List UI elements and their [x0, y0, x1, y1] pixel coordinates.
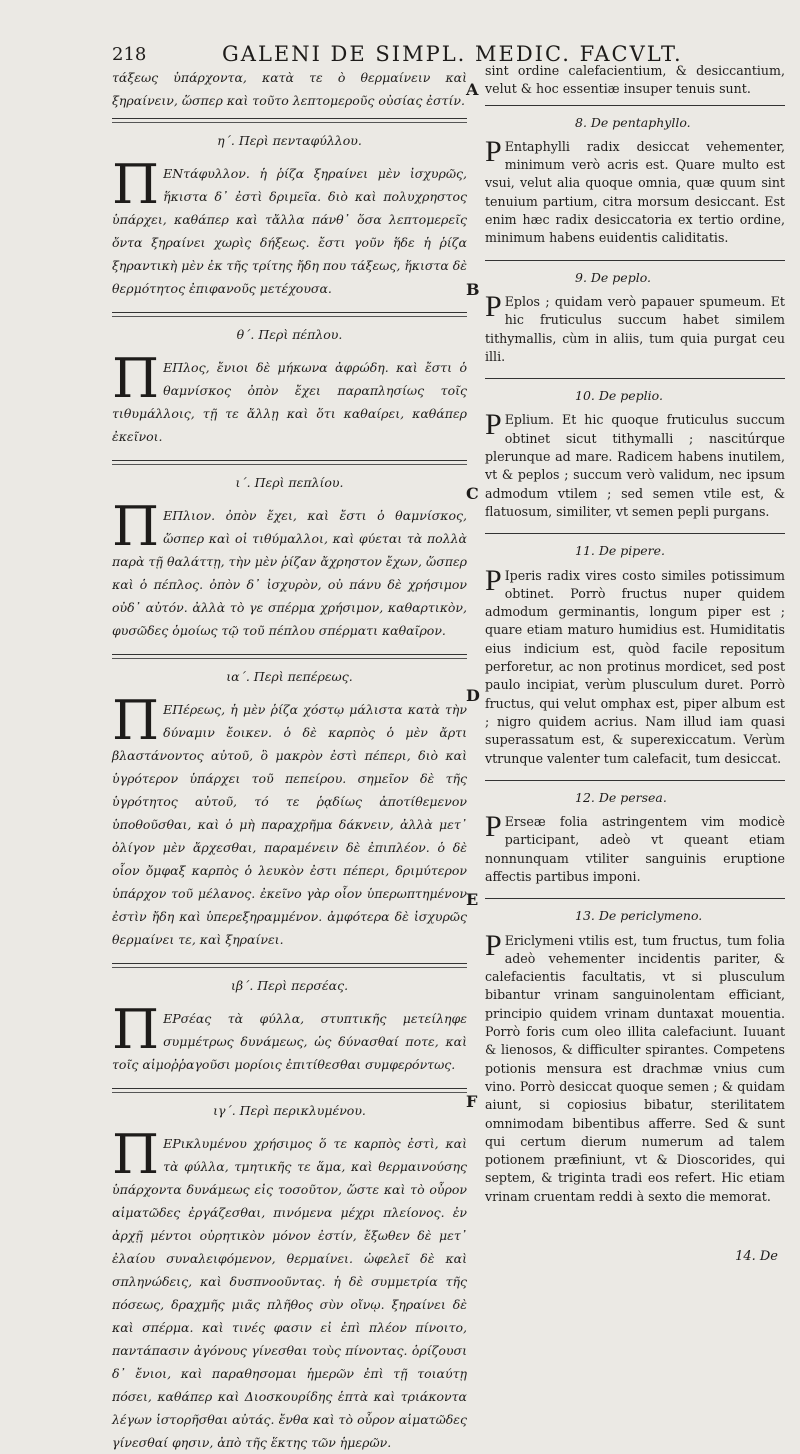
section-heading: θ΄. Περὶ πέπλου.	[236, 327, 343, 342]
section-rule	[112, 460, 467, 465]
drop-cap: Π	[112, 347, 160, 410]
section-rule	[112, 654, 467, 659]
section-heading: ια΄. Περὶ πεπέρεως.	[226, 669, 353, 684]
latin-column	[485, 62, 785, 1242]
section-text: Entaphylli radix desiccat vehementer, minimum verò acris est. Quare multo est vsui, velut alia quoque omnia, quæ quum sint tenuium partium, citra morsum desiccant. Est enim hæc radix desiccatoria ex tertio ordine, minimum habens euidentis caliditatis.	[485, 138, 785, 246]
margin-letters	[466, 60, 486, 1250]
section-text: Eplos ; quidam verò papauer spumeum. Et hic fruticulus succum habet similem tithymallis, cùm in aliis, tum quia purgat ceu illi.	[485, 293, 785, 364]
margin-letter-d: D	[466, 686, 480, 705]
section-rule	[485, 533, 785, 534]
section-text: ΕΡικλυμένου χρήσιμος ὅ τε καρπὸς ἐστὶ, καὶ τὰ φύλλα, τμητικῆς τε ἅμα, καὶ θερμαινούσης ὑπάρχοντα δυνάμεως εἰς τοσοῦτον, ὥστε καὶ τὸ οὖρον αἱματῶδες ἐργάζεσθαι, πινόμενα μέχρι πλείονος. ἐν ἀρχῇ μέντοι οὐρητικὸν μόνον ἐστίν, ἔξωθεν δὲ μετ᾽ ἐλαίου συναλειφόμενον, θερμαίνει. ὠφελεῖ δὲ καὶ σπληνώδεις, καὶ δυσπνοοῦντας. ἡ δὲ συμμετρία τῆς πόσεως, δραχμῆς μιᾶς πλῆθος σὺν οἴνῳ. ξηραίνει δὲ καὶ σπέρμα. καὶ τινές φασιν εἰ ἐπὶ πλέον πίνοιτο, παντάπασιν ἀγόνους γίνεσθαι τοὺς πίνοντας. ὁρίζουσι δ᾽ ἔνιοι, καὶ παραθησομαι ἡμερῶν ἐπὶ τῇ τοιαύτῃ πόσει, καθάπερ καὶ Διοσκουρίδης ἑπτὰ καὶ τριάκοντα λέγων ἱστορῆσθαι αὐτάς. ἔνθα καὶ τὸ οὖρον αἱματῶδες γίνεσθαί φησιν, ἀπὸ τῆς ἕκτης τῶν ἡμερῶν.	[112, 1136, 467, 1450]
greek-section-peplion	[112, 471, 467, 642]
latin-section-persea	[485, 789, 785, 886]
section-rule	[112, 963, 467, 968]
section-rule	[485, 378, 785, 379]
section-rule	[112, 1088, 467, 1093]
drop-cap: P	[485, 134, 502, 168]
drop-cap: Π	[112, 998, 160, 1061]
latin-continuation: sint ordine calefacientium, & desiccantium, velut & hoc essentiæ insuper tenuis sunt.	[485, 63, 785, 97]
section-text: ΕΠλιον. ὀπὸν ἔχει, καὶ ἔστι ὁ θαμνίσκος, ὥσπερ καὶ οἱ τιθύμαλλοι, καὶ φύεται τὰ πολλὰ παρὰ τῇ θαλάττῃ, τὴν μὲν ῥίζαν ἄχρηστον ἔχων, ὥσπερ καὶ ὁ πέπλος. ὀπὸν δ᾽ ἰσχυρὸν, οὐ πάνυ δὲ χρήσιμον οὐδ᾽ αὐτόν. ἀλλὰ τὸ γε σπέρμα χρήσιμον, καθαρτικὸν, φυσῶδες ὁμοίως τῷ τοῦ πέπλου σπέρματι καθαῖρον.	[112, 508, 467, 638]
greek-section-periclymenon	[112, 1099, 467, 1454]
section-heading: 12. De persea.	[575, 789, 667, 805]
section-text: Eplium. Et hic quoque fruticulus succum obtinet sicut tithymalli ; nascitúrque plerunque ad mare. Radicem habens inutilem, vt & peplos ; succum verò validum, nec ipsum admodum vtilem ; sed semen vtile est, & flatuosum, similiter, vt semen pepli purgans.	[485, 412, 785, 519]
section-rule	[112, 312, 467, 317]
page-number: 218	[112, 44, 147, 65]
margin-letter-c: C	[466, 484, 479, 503]
greek-section-peplos	[112, 323, 467, 448]
section-text: Iperis radix vires costo similes potissimum obtinet. Porrò fructus nuper quidem admodum germinantis, longum piper est ; quare etiam maturo humidius est. Humiditatis eius indicium est, quòd facile repositum perforetur, ac non protinus mordicet, sed post paulo incipiat, verùm plusculum duret. Porrò fructus, qui velut omphax est, piper album est ; nigro quidem acrius. Nam illud iam quasi superassatum est, & superexiccatum. Verùm vtrunque valenter tum calefacit, tum desiccat.	[485, 567, 785, 766]
latin-section-periclymeno	[485, 907, 785, 1206]
drop-cap: Π	[112, 689, 160, 752]
section-heading: 9. De peplo.	[575, 269, 651, 285]
section-text: ΕΠέρεως, ἡ μὲν ῥίζα χόστῳ μάλιστα κατὰ τὴν δύναμιν ἔοικεν. ὁ δὲ καρπὸς ὁ μὲν ἄρτι βλαστάνοντος αὐτοῦ, ὃ μακρὸν ἐστὶ πέπερι, διὸ καὶ ὑγρότερον ὑπάρχει τοῦ πεπείρου. σημεῖον δὲ τῆς ὑγρότητος αὐτοῦ, τό τε ῥᾳδίως ἀποτίθεμενον ὑποθοῦσθαι, καὶ ὁ μὴ παραχρῆμα δάκνειν, ἀλλὰ μετ᾽ ὀλίγον μὲν ἄρχεσθαι, παραμένειν δὲ ἐπιπλέον. ὁ δὲ οἷον ὄμφαξ καρπὸς ὁ λευκὸν ἐστι πέπερι, δριμύτερον ὑπάρχον τοῦ μέλανος. ἐκεῖνο γὰρ οἷον ὑπερωπτημένον ἐστὶν ἤδη καὶ ὑπερεξηραμμένον. ἀμφότερα δὲ ἰσχυρῶς θερμαίνει τε, καὶ ξηραίνει.	[112, 702, 467, 947]
greek-section-pepper	[112, 665, 467, 951]
section-heading: ι΄. Περὶ πεπλίου.	[235, 475, 344, 490]
section-heading: ιβ΄. Περὶ περσέας.	[230, 978, 349, 993]
catchword: 14. De	[735, 1249, 778, 1264]
drop-cap: P	[485, 563, 502, 597]
section-rule	[485, 105, 785, 106]
section-rule	[112, 118, 467, 123]
section-heading: 13. De periclymeno.	[575, 908, 703, 924]
section-text: ΕΠλος, ἔνιοι δὲ μήκωνα ἀφρώδη. καὶ ἔστι ὁ θαμνίσκος ὀπὸν ἔχει παραπλησίως τοῖς τιθυμάλλοις, τῇ τε ἄλλῃ καὶ ὅτι καθαίρει, καθάπερ ἐκεῖνοι.	[112, 360, 467, 444]
margin-letter-e: E	[466, 890, 479, 909]
latin-section-peplo	[485, 269, 785, 366]
running-title: GALENI DE SIMPL. MEDIC. FACVLT.	[222, 42, 683, 66]
section-rule	[485, 780, 785, 781]
section-text: Erseæ folia astringentem vim modicè participant, adeò vt queant etiam nonnunquam vtiliter sanguinis eruptione affectis partibus imponi.	[485, 814, 785, 884]
section-heading: 11. De pipere.	[575, 543, 665, 559]
section-heading: η΄. Περὶ πενταφύλλου.	[217, 133, 362, 148]
section-heading: ιγ΄. Περὶ περικλυμένου.	[213, 1103, 366, 1118]
margin-letter-a: A	[466, 80, 479, 99]
drop-cap: Π	[112, 1123, 160, 1186]
drop-cap: P	[485, 289, 502, 323]
margin-letter-b: B	[466, 280, 480, 299]
latin-section-peplio	[485, 387, 785, 521]
section-rule	[485, 898, 785, 899]
section-text: ΕΡσέας τὰ φύλλα, στυπτικῆς μετείληφε συμμέτρως δυνάμεως, ὡς δύνασθαί ποτε, καὶ τοῖς αἱμοῤῥαγοῦσι μορίοις ἐπιτίθεσθαι συμφερόντως.	[112, 1011, 467, 1072]
greek-continuation: τάξεως ὑπάρχοντα, κατὰ τε ὸ θερμαίνειν καὶ ξηραίνειν, ὥσπερ καὶ τοῦτο λεπτομεροῦς οὐσίας ἐστίν.	[112, 70, 467, 108]
drop-cap: P	[485, 928, 502, 962]
section-text: ΕΝτάφυλλον. ἡ ῥίζα ξηραίνει μὲν ἰσχυρῶς, ἥκιστα δ᾽ ἐστὶ δριμεῖα. διὸ καὶ πολυχρηστος ὑπάρχει, καθάπερ καὶ τἄλλα πάνθ᾽ ὅσα λεπτομερεῖς ὄντα ξηραίνει χωρὶς δήξεως. ἔστι γοῦν ἥδε ἡ ῥίζα ξηραντικὴ μὲν ἐκ τῆς τρίτης ἤδη που τάξεως, ἥκιστα δὲ θερμότητος ἐπιφανοῦς μετέχουσα.	[112, 166, 468, 296]
greek-section-persea	[112, 974, 467, 1076]
drop-cap: Π	[112, 153, 160, 216]
section-rule	[485, 260, 785, 261]
latin-section-pentaphyllo	[485, 114, 785, 248]
section-heading: 10. De peplio.	[575, 388, 663, 404]
drop-cap: Π	[112, 495, 160, 558]
drop-cap: P	[485, 408, 502, 442]
greek-section-pentaphyllon	[112, 129, 467, 300]
drop-cap: P	[485, 810, 502, 844]
latin-section-pipere	[485, 542, 785, 768]
greek-column	[112, 66, 468, 1450]
margin-letter-f: F	[466, 1092, 478, 1111]
section-heading: 8. De pentaphyllo.	[575, 114, 691, 130]
section-text: Ericlymeni vtilis est, tum fructus, tum folia adeò vehementer incidentis pariter, & calefacientis facultatis, vt si plusculum bibantur vrinam sanguinolentam efficiant, principio quidem vrinam duntaxat mouentia. Porrò foris cum oleo illita calefaciunt. Iuuant & lienosos, & difficulter spirantes. Competens potionis mensura est drachmæ vnius cum vino. Porrò desiccat quoque semen ; & quidam aiunt, si copiosius bibatur, sterilitatem omnimodam bibentibus afferre. Sed & sunt qui certum dierum numerum ad talem potionem præfiniunt, vt & Dioscorides, qui septem, & triginta tradi eos refert. Hic etiam vrinam cruentam reddi à sexto die memorat.	[485, 932, 785, 1204]
